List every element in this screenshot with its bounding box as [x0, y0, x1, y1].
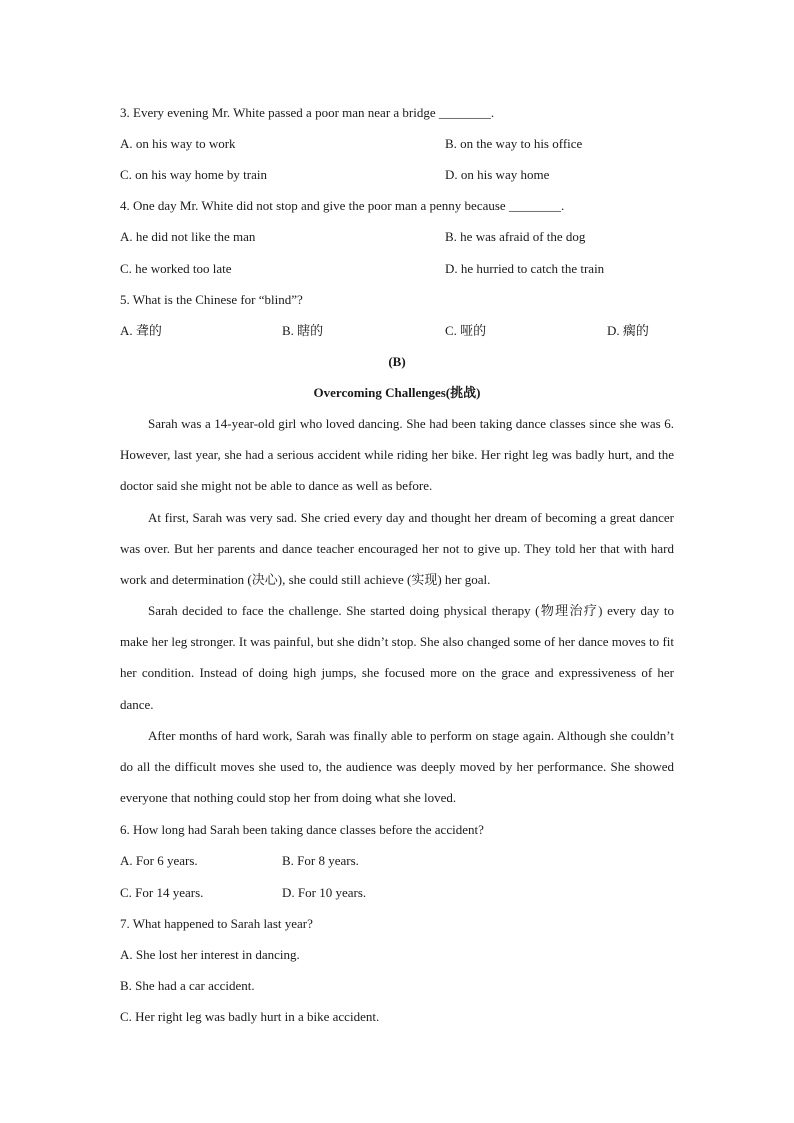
question-4-option-a: A. he did not like the man: [120, 229, 256, 244]
question-7-option-b: B. She had a car accident.: [120, 978, 255, 993]
question-4-stem: 4. One day Mr. White did not stop and give the poor man a penny because ________.: [120, 198, 565, 213]
question-5-stem: 5. What is the Chinese for “blind”?: [120, 292, 303, 307]
question-6-option-d: D. For 10 years.: [282, 885, 367, 900]
question-4-option-d: D. he hurried to catch the train: [445, 261, 605, 276]
question-6-option-b: B. For 8 years.: [282, 853, 359, 868]
question-3-option-d: D. on his way home: [445, 167, 550, 182]
question-3-option-a: A. on his way to work: [120, 136, 236, 151]
passage-paragraph-1: Sarah was a 14-year-old girl who loved dancing. She had been taking dance classes since she was 6. However, last year, she had a serious accident while riding her bike. Her right leg was badly hurt, and the doctor said she might not be able to dance as well as before.: [120, 416, 674, 494]
question-6-stem: 6. How long had Sarah been taking dance classes before the accident?: [120, 822, 484, 837]
question-6-option-c: C. For 14 years.: [120, 885, 204, 900]
question-5-option-a: A. 聋的: [120, 323, 162, 338]
question-3-option-b: B. on the way to his office: [445, 136, 583, 151]
question-5-option-c: C. 哑的: [445, 323, 487, 338]
passage-paragraph-3: Sarah decided to face the challenge. She started doing physical therapy (物理治疗) every day to make her leg stronger. It was painful, but she didn’t stop. She also changed some of her dance moves to fit her condition. Instead of doing high jumps, she focused more on the grace and expressiveness of her dance.: [120, 603, 674, 712]
question-5-option-b: B. 瞎的: [282, 323, 324, 338]
question-7-option-c: C. Her right leg was badly hurt in a bike accident.: [120, 1009, 380, 1024]
question-6-option-a: A. For 6 years.: [120, 853, 198, 868]
passage-title: Overcoming Challenges(挑战): [313, 385, 481, 400]
section-b-label: (B): [388, 354, 406, 369]
question-7-option-a: A. She lost her interest in dancing.: [120, 947, 300, 962]
question-4-option-b: B. he was afraid of the dog: [445, 229, 586, 244]
question-3-stem: 3. Every evening Mr. White passed a poor man near a bridge ________.: [120, 105, 495, 120]
question-5-option-d: D. 瘸的: [607, 323, 649, 338]
passage-paragraph-2: At first, Sarah was very sad. She cried every day and thought her dream of becoming a great dancer was over. But her parents and dance teacher encouraged her not to give up. They told her that with hard work and determination (决心), she could still achieve (实现) her goal.: [120, 510, 674, 588]
question-3-option-c: C. on his way home by train: [120, 167, 267, 182]
question-7-stem: 7. What happened to Sarah last year?: [120, 916, 313, 931]
passage-paragraph-4: After months of hard work, Sarah was finally able to perform on stage again. Although she couldn’t do all the difficult moves she used to, the audience was deeply moved by her performance. She showed everyone that nothing could stop her from doing what she loved.: [120, 728, 674, 806]
question-4-option-c: C. he worked too late: [120, 261, 232, 276]
